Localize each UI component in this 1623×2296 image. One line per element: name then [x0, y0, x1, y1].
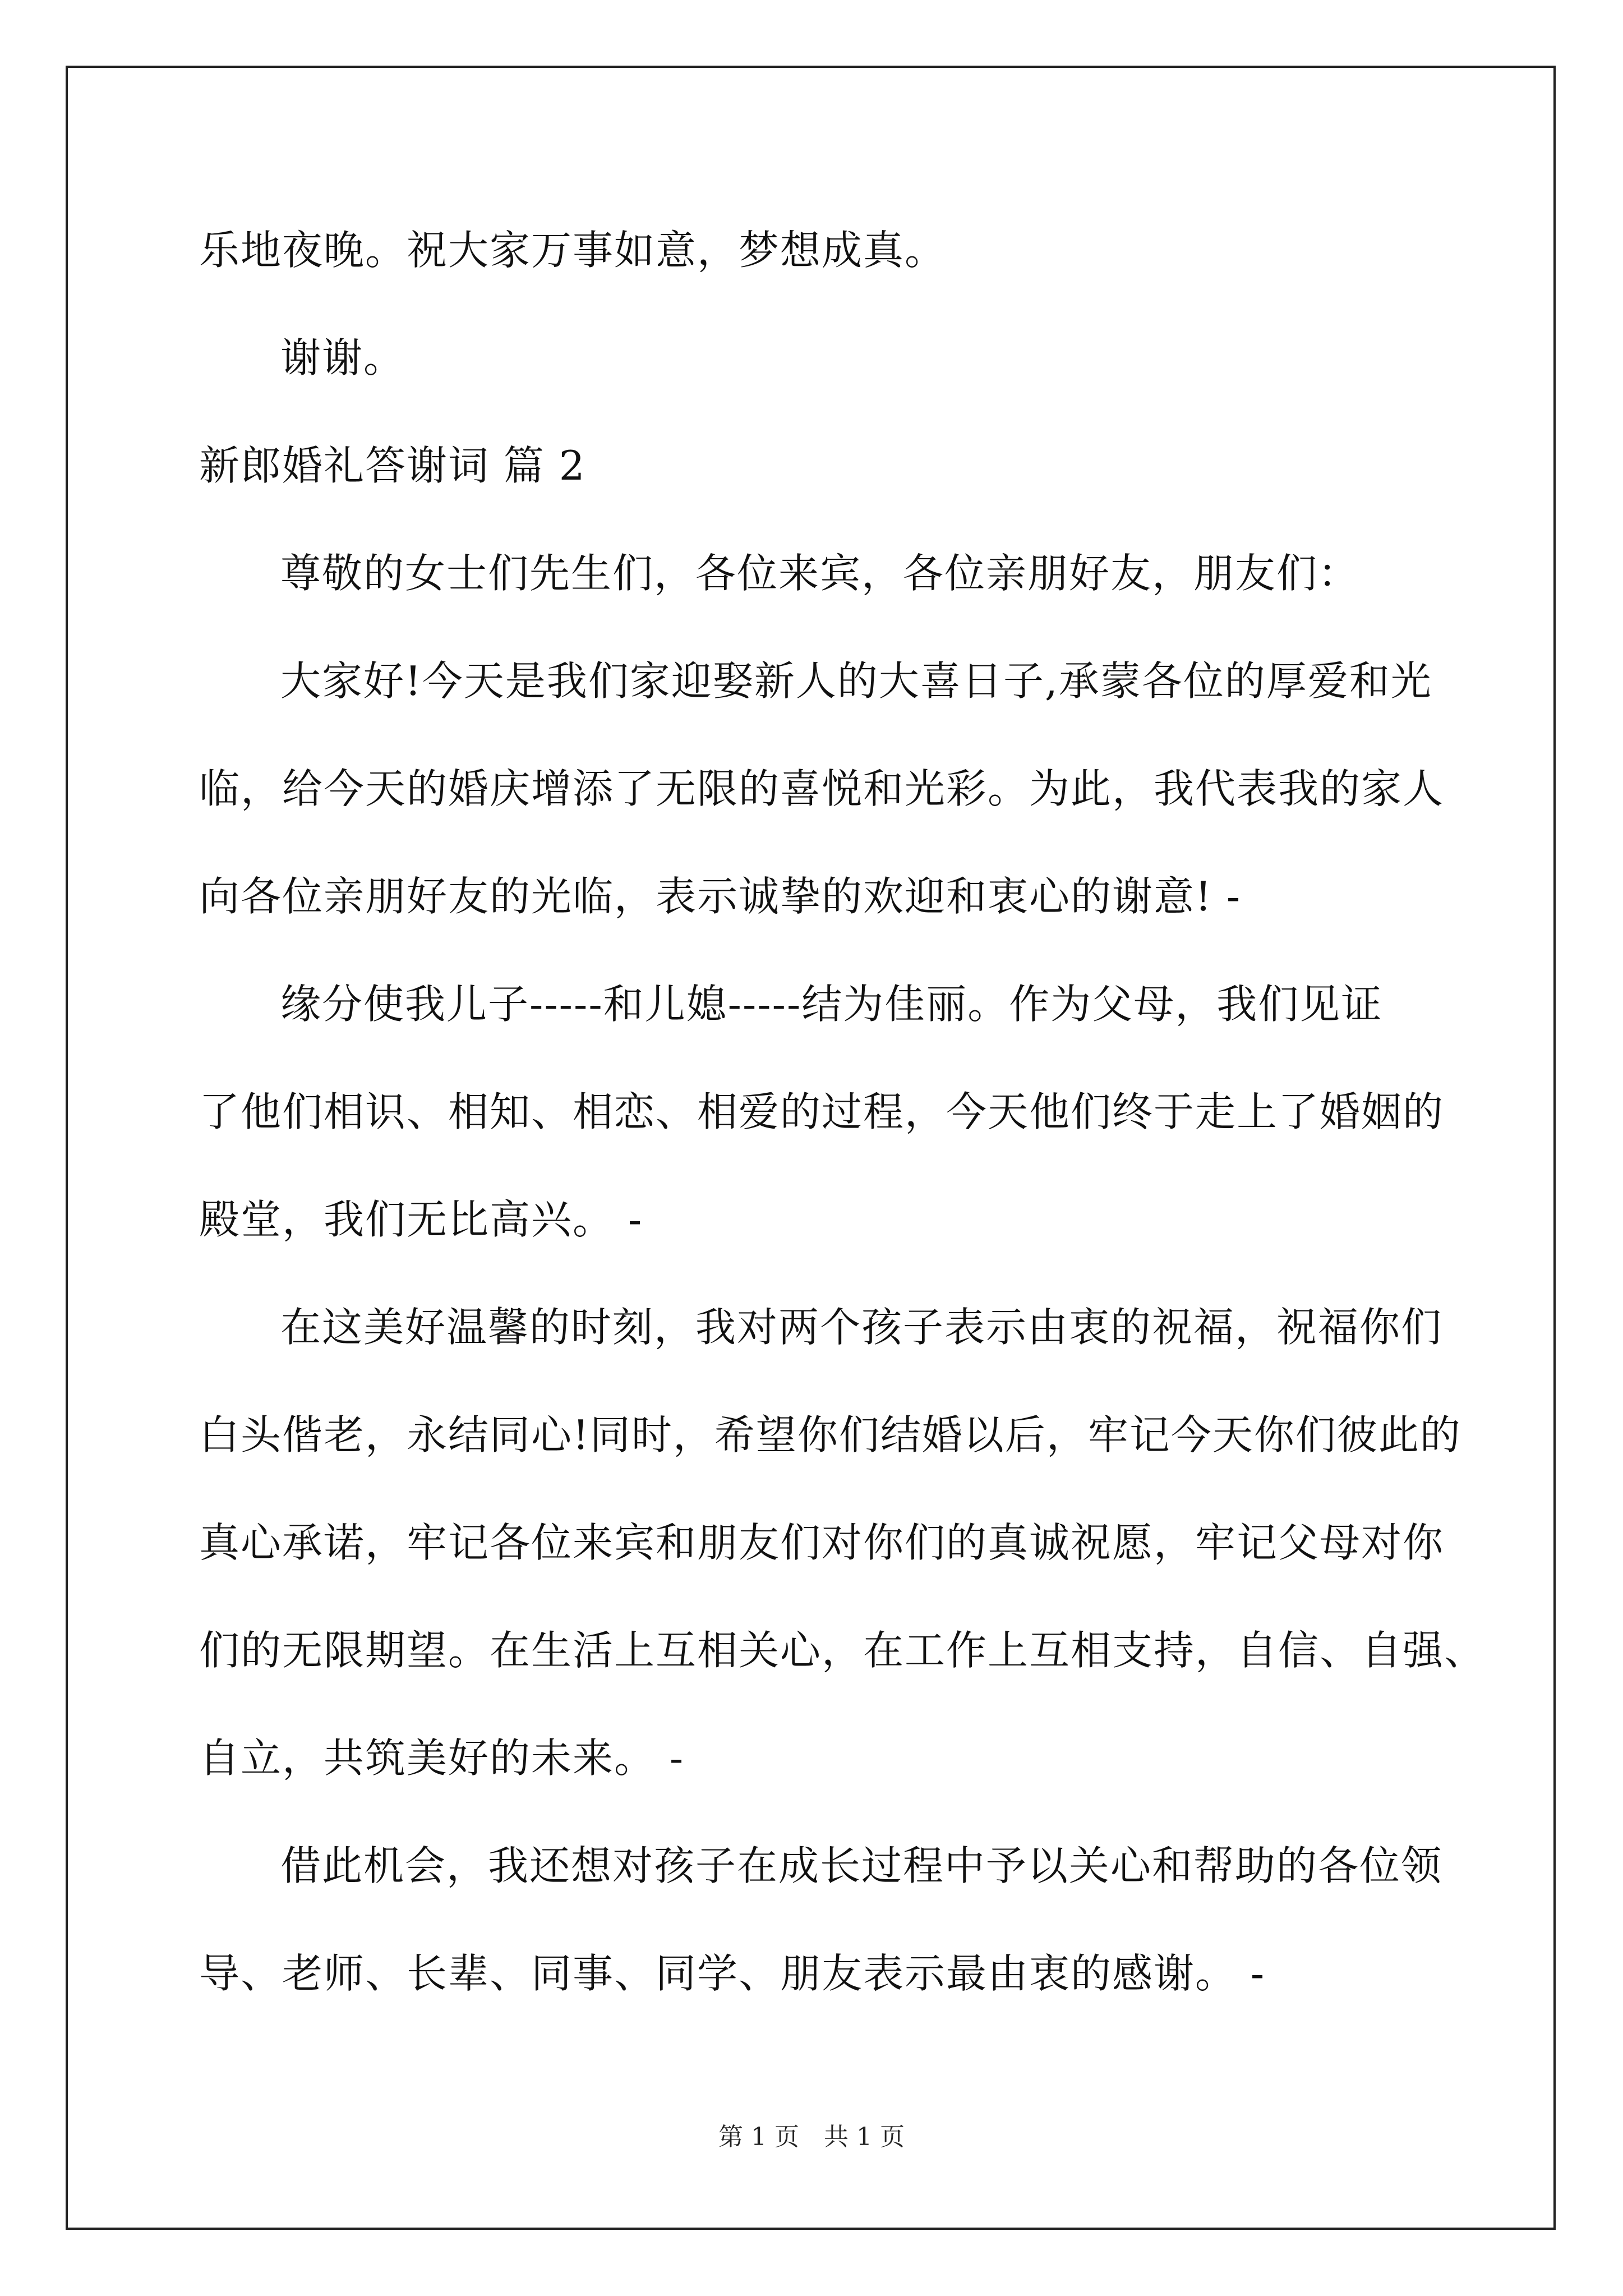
paragraph-line: 自立，共筑美好的未来。 -: [199, 1734, 685, 1782]
paragraph-line: 临，给今天的婚庆增添了无限的喜悦和光彩。为此，我代表我的家人: [199, 765, 1445, 812]
paragraph-line: 借此机会，我还想对孩子在成长过程中予以关心和帮助的各位领: [280, 1842, 1443, 1889]
paragraph-line: 们的无限期望。在生活上互相关心，在工作上互相支持，自信、自强、: [199, 1627, 1486, 1674]
page-border: [66, 66, 1556, 2230]
paragraph-line: 乐地夜晚。祝大家万事如意，梦想成真。: [199, 227, 947, 274]
section-heading: 新郎婚礼答谢词 篇 2: [199, 442, 586, 489]
paragraph-line: 了他们相识、相知、相恋、相爱的过程，今天他们终于走上了婚姻的: [199, 1088, 1445, 1135]
paragraph-line: 殿堂，我们无比高兴。 -: [199, 1196, 643, 1243]
page-number-footer: 第 1 页 共 1 页: [718, 2123, 905, 2151]
paragraph-line: 在这美好温馨的时刻，我对两个孩子表示由衷的祝福，祝福你们: [280, 1304, 1443, 1351]
paragraph-line: 缘分使我儿子-----和儿媳-----结为佳丽。作为父母，我们见证: [280, 981, 1383, 1028]
paragraph-line: 导、老师、长辈、同事、同学、朋友表示最由衷的感谢。 -: [199, 1950, 1266, 1997]
paragraph-line: 向各位亲朋好友的光临，表示诚挚的欢迎和衷心的谢意! -: [199, 873, 1242, 920]
paragraph-line: 大家好!今天是我们家迎娶新人的大喜日子,承蒙各位的厚爱和光: [280, 657, 1432, 705]
paragraph-line: 尊敬的女士们先生们，各位来宾，各位亲朋好友，朋友们：: [280, 550, 1360, 597]
paragraph-line: 白头偕老，永结同心!同时，希望你们结婚以后，牢记今天你们彼此的: [199, 1411, 1461, 1458]
paragraph-line: 谢谢。: [280, 334, 405, 381]
paragraph-line: 真心承诺，牢记各位来宾和朋友们对你们的真诚祝愿，牢记父母对你: [199, 1519, 1445, 1566]
